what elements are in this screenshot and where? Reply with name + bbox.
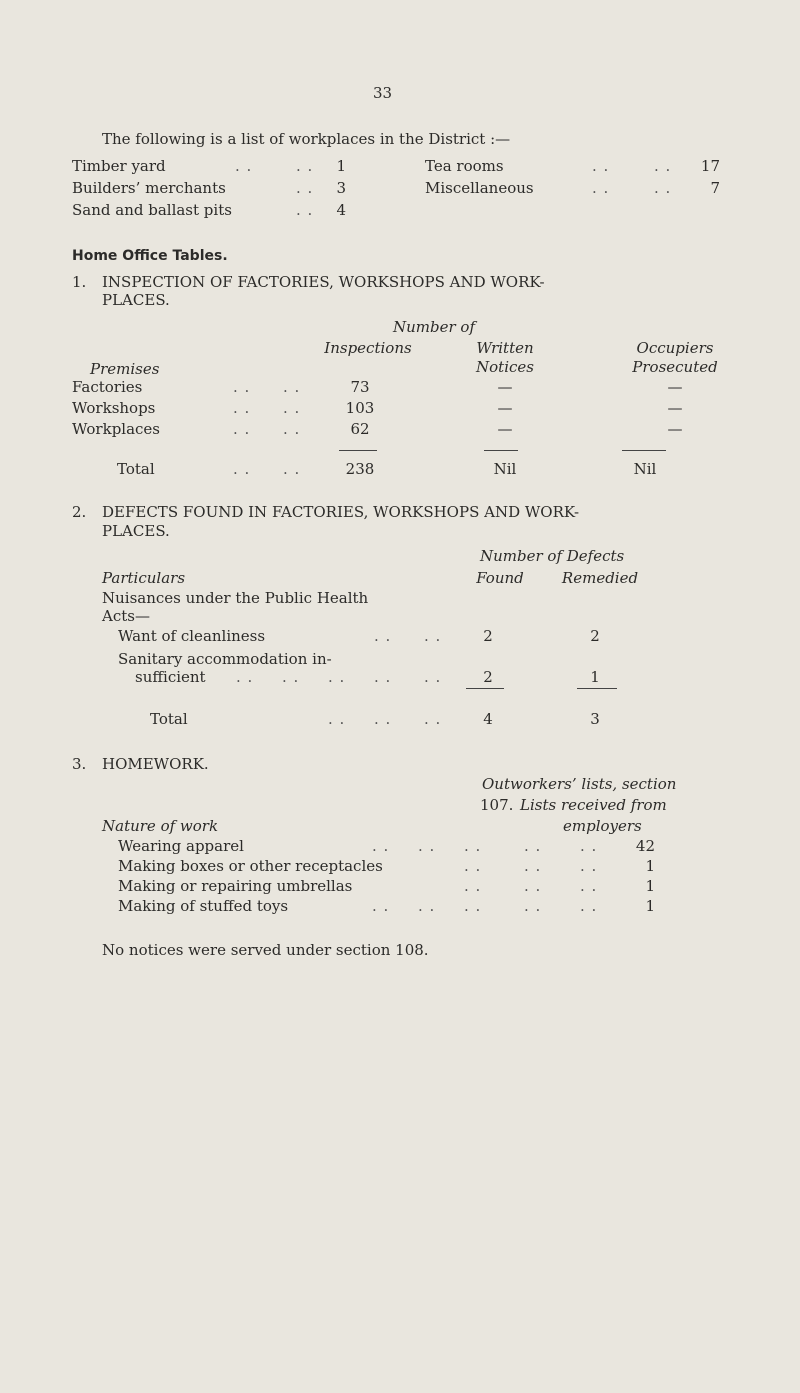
row-label: Workplaces xyxy=(72,420,161,438)
dot-leader: . . xyxy=(524,837,542,855)
row-label: Acts— xyxy=(102,607,150,625)
dot-leader: . . xyxy=(592,179,610,197)
total-rule xyxy=(339,450,377,451)
table-title: HOMEWORK. xyxy=(102,755,209,773)
dot-leader: . . xyxy=(524,897,542,915)
column-group-header: Number of xyxy=(393,318,476,336)
column-header: Inspections xyxy=(324,339,412,357)
column-header: Remedied xyxy=(561,569,639,587)
cell-prosecuted: — xyxy=(667,420,683,438)
dot-leader: . . xyxy=(524,877,542,895)
dot-leader: . . xyxy=(418,897,436,915)
column-header: Occupiers xyxy=(636,339,714,357)
dot-leader: . . xyxy=(418,837,436,855)
cell-remedied: 2 xyxy=(590,627,600,645)
dot-leader: . . xyxy=(233,420,251,438)
row-label: Factories xyxy=(72,378,143,396)
cell-found: 2 xyxy=(483,668,493,686)
dot-leader: . . xyxy=(236,668,254,686)
dot-leader: . . xyxy=(283,399,301,417)
cell-notices: — xyxy=(497,399,513,417)
footer-note: No notices were served under section 108. xyxy=(102,941,429,959)
dot-leader: . . xyxy=(424,710,442,728)
dot-leader: . . xyxy=(235,157,253,175)
column-header: Prosecuted xyxy=(632,358,718,376)
dot-leader: . . xyxy=(580,877,598,895)
dot-leader: . . xyxy=(283,378,301,396)
column-header: Particulars xyxy=(102,569,186,587)
total-rule xyxy=(577,688,617,689)
table-title: INSPECTION OF FACTORIES, WORKSHOPS AND WORK- xyxy=(102,273,545,291)
row-label: Want of cleanliness xyxy=(118,627,266,645)
workplace-value: 3 xyxy=(336,179,346,197)
total-remedied: 3 xyxy=(590,710,600,728)
workplace-value: 17 xyxy=(700,157,720,175)
dot-leader: . . xyxy=(424,668,442,686)
cell-notices: — xyxy=(497,420,513,438)
workplace-label: Timber yard xyxy=(72,157,166,175)
dot-leader: . . xyxy=(374,627,392,645)
column-header: Found xyxy=(476,569,524,587)
row-label: Wearing apparel xyxy=(118,837,244,855)
total-inspections: 238 xyxy=(345,460,375,478)
cell-value: 1 xyxy=(645,857,655,875)
column-group-header: Number of Defects xyxy=(480,547,625,565)
table-title: PLACES. xyxy=(102,522,170,540)
column-header: Lists received from xyxy=(520,796,667,814)
dot-leader: . . xyxy=(233,378,251,396)
dot-leader: . . xyxy=(424,627,442,645)
cell-inspections: 73 xyxy=(350,378,370,396)
row-label: Workshops xyxy=(72,399,156,417)
total-rule xyxy=(484,450,518,451)
table-number: 3. xyxy=(72,755,87,773)
workplace-label: Sand and ballast pits xyxy=(72,201,232,219)
workplace-label: Miscellaneous xyxy=(425,179,534,197)
dot-leader: . . xyxy=(464,897,482,915)
total-label: Total xyxy=(117,460,155,478)
dot-leader: . . xyxy=(233,399,251,417)
column-header: 107. xyxy=(480,796,514,814)
dot-leader: . . xyxy=(296,157,314,175)
dot-leader: . . xyxy=(654,157,672,175)
table-title: DEFECTS FOUND IN FACTORIES, WORKSHOPS AND WORK- xyxy=(102,503,580,521)
dot-leader: . . xyxy=(374,710,392,728)
dot-leader: . . xyxy=(580,857,598,875)
column-header: Written xyxy=(476,339,534,357)
table-title: PLACES. xyxy=(102,291,170,309)
column-header: employers xyxy=(563,817,642,835)
row-label: sufficient xyxy=(135,668,206,686)
total-rule xyxy=(466,688,504,689)
total-found: 4 xyxy=(483,710,493,728)
cell-found: 2 xyxy=(483,627,493,645)
cell-remedied: 1 xyxy=(590,668,600,686)
row-label: Nuisances under the Public Health xyxy=(102,589,369,607)
dot-leader: . . xyxy=(464,857,482,875)
workplace-value: 1 xyxy=(336,157,346,175)
row-label: Making of stuffed toys xyxy=(118,897,289,915)
dot-leader: . . xyxy=(464,837,482,855)
dot-leader: . . xyxy=(283,460,301,478)
total-prosecuted: Nil xyxy=(633,460,657,478)
cell-prosecuted: — xyxy=(667,399,683,417)
cell-notices: — xyxy=(497,378,513,396)
dot-leader: . . xyxy=(296,179,314,197)
cell-value: 1 xyxy=(645,877,655,895)
dot-leader: . . xyxy=(328,710,346,728)
dot-leader: . . xyxy=(374,668,392,686)
cell-inspections: 62 xyxy=(350,420,370,438)
total-rule xyxy=(622,450,666,451)
dot-leader: . . xyxy=(372,837,390,855)
row-label: Making or repairing umbrellas xyxy=(118,877,353,895)
column-header: Premises xyxy=(90,360,160,378)
section-heading: Home Office Tables. xyxy=(72,248,228,264)
dot-leader: . . xyxy=(296,201,314,219)
workplace-value: 7 xyxy=(710,179,720,197)
row-label: Making boxes or other receptacles xyxy=(118,857,383,875)
dot-leader: . . xyxy=(654,179,672,197)
workplace-value: 4 xyxy=(336,201,346,219)
column-header: Outworkers’ lists, section xyxy=(482,775,677,793)
dot-leader: . . xyxy=(580,837,598,855)
table-number: 2. xyxy=(72,503,87,521)
dot-leader: . . xyxy=(283,420,301,438)
table-number: 1. xyxy=(72,273,87,291)
dot-leader: . . xyxy=(328,668,346,686)
cell-prosecuted: — xyxy=(667,378,683,396)
cell-value: 42 xyxy=(635,837,655,855)
column-header: Nature of work xyxy=(102,817,219,835)
page-number: 33 xyxy=(373,84,393,102)
dot-leader: . . xyxy=(592,157,610,175)
dot-leader: . . xyxy=(524,857,542,875)
total-label: Total xyxy=(150,710,188,728)
total-notices: Nil xyxy=(493,460,517,478)
dot-leader: . . xyxy=(233,460,251,478)
intro-text: The following is a list of workplaces in the District :— xyxy=(102,130,511,148)
cell-inspections: 103 xyxy=(345,399,375,417)
dot-leader: . . xyxy=(580,897,598,915)
dot-leader: . . xyxy=(282,668,300,686)
cell-value: 1 xyxy=(645,897,655,915)
column-header: Notices xyxy=(476,358,534,376)
dot-leader: . . xyxy=(464,877,482,895)
row-label: Sanitary accommodation in- xyxy=(118,650,332,668)
workplace-label: Tea rooms xyxy=(425,157,504,175)
workplace-label: Builders’ merchants xyxy=(72,179,226,197)
dot-leader: . . xyxy=(372,897,390,915)
